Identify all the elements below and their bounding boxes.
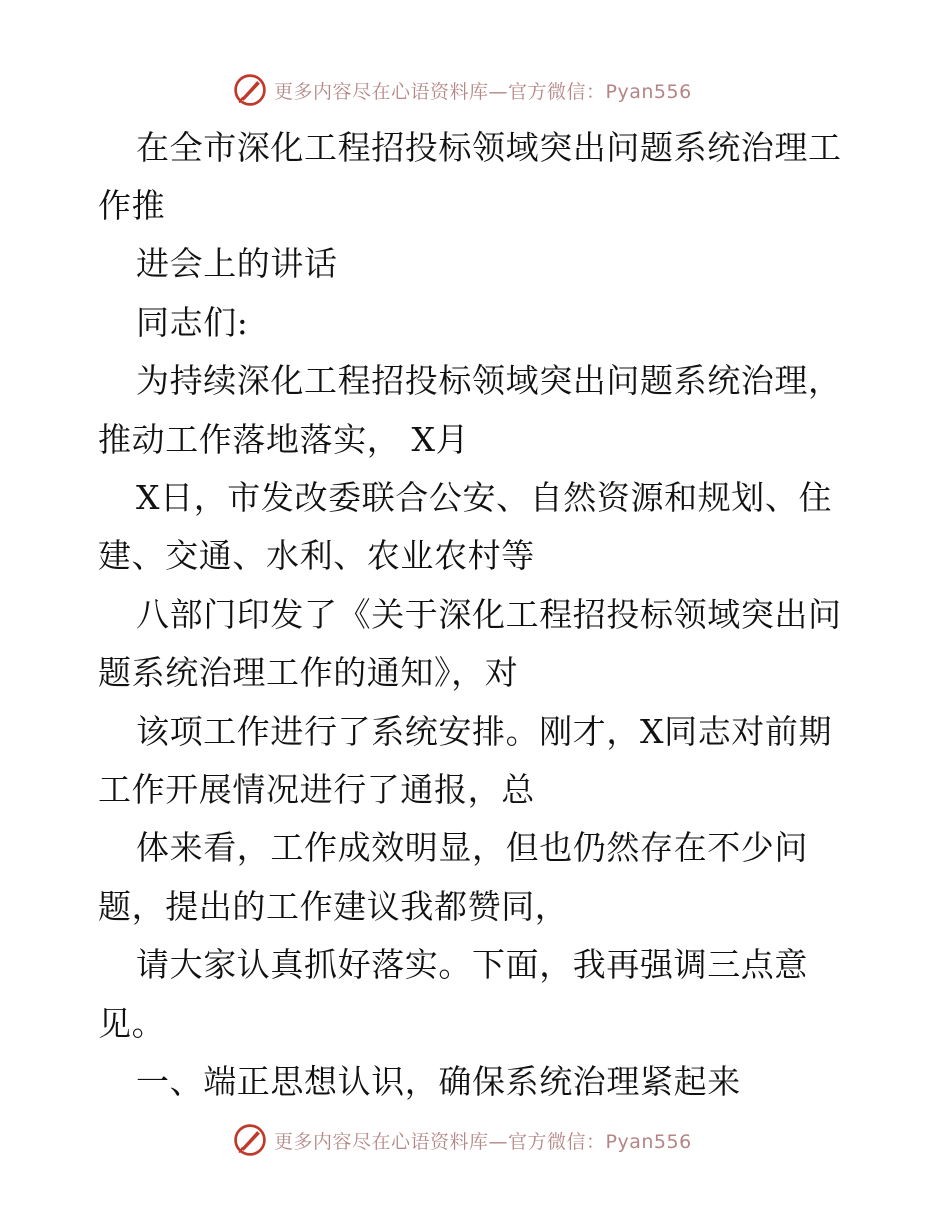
title-line-2: 作推 (98, 186, 166, 225)
paragraph-line: 推动工作落地落实， X月 (98, 420, 470, 459)
watermark-text: 更多内容尽在心语资料库—官方微信：Pyan556 (274, 1130, 692, 1153)
paragraph-line: 为持续深化工程招投标领域突出问题系统治理， (136, 361, 842, 400)
salutation: 同志们: (136, 303, 249, 342)
title-line-3: 进会上的讲话 (136, 244, 338, 283)
quill-pen-logo-icon (232, 1122, 268, 1158)
paragraph-line: 请大家认真抓好落实。下面，我再强调三点意 (136, 945, 808, 984)
paragraph-line: X日，市发改委联合公安、自然资源和规划、住 (136, 478, 833, 517)
paragraph-line: 见。 (98, 1004, 166, 1043)
header-watermark (232, 70, 752, 110)
quill-pen-logo-icon (232, 72, 268, 108)
footer-watermark (232, 1120, 752, 1160)
paragraph-line: 八部门印发了《关于深化工程招投标领域突出问 (136, 595, 842, 634)
paragraph-line: 题，提出的工作建议我都赞同， (98, 887, 569, 926)
watermark-text: 更多内容尽在心语资料库—官方微信：Pyan556 (274, 80, 692, 103)
title-line-1: 在全市深化工程招投标领域突出问题系统治理工 (136, 128, 842, 167)
paragraph-line: 题系统治理工作的通知》，对 (98, 653, 519, 692)
paragraph-line: 体来看，工作成效明显，但也仍然存在不少问 (136, 828, 808, 867)
paragraph-line: 该项工作进行了系统安排。刚才，X同志对前期 (136, 712, 833, 751)
paragraph-line: 工作开展情况进行了通报，总 (98, 770, 535, 809)
paragraph-line: 建、交通、水利、农业农村等 (98, 536, 535, 575)
section-heading-1: 一、端正思想认识，确保系统治理紧起来 (136, 1062, 741, 1101)
